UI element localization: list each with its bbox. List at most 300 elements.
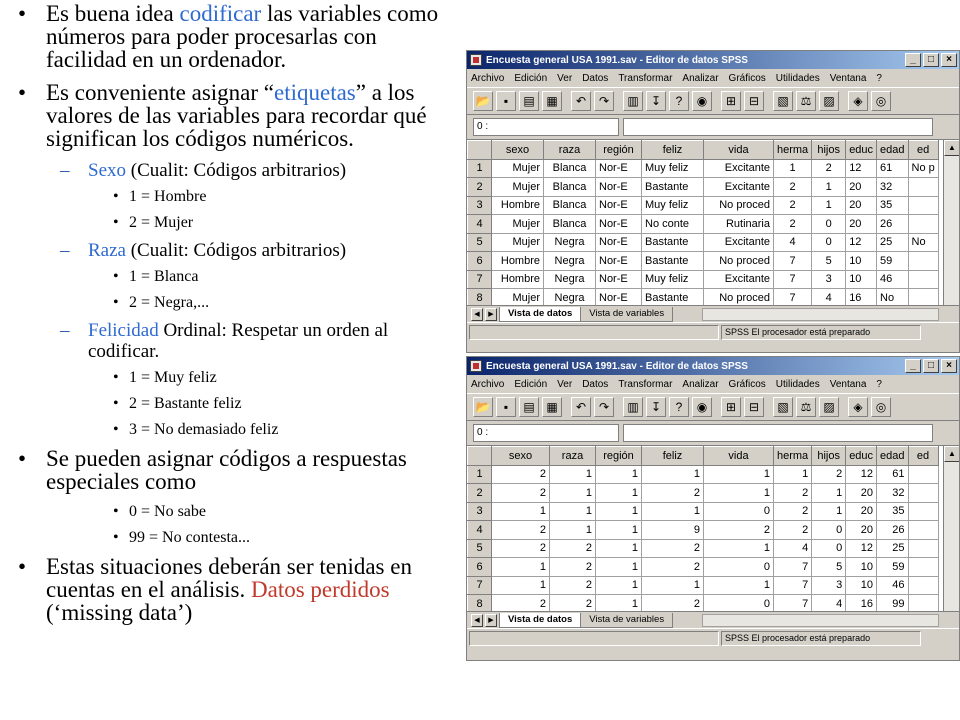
- data-cell[interactable]: Nor-E: [596, 178, 642, 197]
- insert-variable-icon[interactable]: ⊟: [744, 91, 764, 111]
- data-cell[interactable]: 1: [596, 484, 642, 503]
- data-cell[interactable]: Nor-E: [596, 270, 642, 289]
- column-header[interactable]: edad: [877, 141, 908, 160]
- vertical-scrollbar[interactable]: [943, 140, 959, 305]
- data-cell[interactable]: 10: [846, 252, 877, 271]
- data-cell[interactable]: 20: [846, 196, 877, 215]
- menu-analizar[interactable]: Analizar: [682, 378, 719, 390]
- menu-edicion[interactable]: Edición: [514, 378, 548, 390]
- data-cell[interactable]: Bastante: [642, 289, 704, 306]
- data-cell[interactable]: Mujer: [492, 215, 544, 234]
- data-cell[interactable]: 0: [812, 233, 846, 252]
- data-cell[interactable]: 2: [550, 558, 596, 577]
- data-cell[interactable]: 32: [877, 178, 908, 197]
- data-cell[interactable]: [908, 595, 938, 612]
- data-cell[interactable]: 1: [596, 558, 642, 577]
- data-cell[interactable]: Nor-E: [596, 252, 642, 271]
- data-cell[interactable]: 1: [550, 465, 596, 484]
- table-row: [468, 196, 939, 215]
- menu-datos[interactable]: Datos: [582, 72, 609, 84]
- use-sets-icon[interactable]: ◎: [871, 397, 891, 417]
- data-cell[interactable]: Rutinaria: [704, 215, 774, 234]
- term-datos-perdidos: Datos perdidos: [251, 577, 390, 602]
- print-icon[interactable]: ▤: [519, 397, 539, 417]
- menu-utilidades[interactable]: Utilidades: [775, 378, 820, 390]
- print-icon[interactable]: ▤: [519, 91, 539, 111]
- menu-ver[interactable]: Ver: [557, 72, 573, 84]
- data-cell[interactable]: 1: [704, 465, 774, 484]
- scroll-up-icon[interactable]: ▲: [944, 446, 959, 462]
- tab-variable-view[interactable]: Vista de variables: [580, 613, 673, 628]
- data-cell[interactable]: Nor-E: [596, 233, 642, 252]
- data-cell[interactable]: 2: [642, 558, 704, 577]
- data-cell[interactable]: 7: [774, 252, 812, 271]
- data-cell[interactable]: No: [908, 233, 938, 252]
- data-cell[interactable]: 2: [492, 539, 550, 558]
- column-header[interactable]: edad: [877, 447, 908, 466]
- data-cell[interactable]: 12: [846, 159, 877, 178]
- data-cell[interactable]: 1: [812, 196, 846, 215]
- data-cell[interactable]: Hombre: [492, 252, 544, 271]
- row-number[interactable]: 3: [468, 196, 492, 215]
- data-cell[interactable]: [908, 484, 938, 503]
- column-header[interactable]: feliz: [642, 447, 704, 466]
- data-cell[interactable]: 1: [550, 484, 596, 503]
- data-cell[interactable]: 2: [812, 159, 846, 178]
- bullet-dot: •: [18, 446, 27, 471]
- column-header[interactable]: sexo: [492, 141, 544, 160]
- redo-icon[interactable]: ↷: [594, 91, 614, 111]
- data-cell[interactable]: Negra: [544, 270, 596, 289]
- sub-felicidad: – Felicidad Ordinal: Respetar un orden al codificar.: [60, 320, 389, 362]
- data-cell[interactable]: 61: [877, 465, 908, 484]
- data-cell[interactable]: 1: [812, 484, 846, 503]
- data-cell[interactable]: 59: [877, 558, 908, 577]
- cell-editor-bar: [467, 421, 959, 445]
- use-sets-icon[interactable]: ◎: [871, 91, 891, 111]
- undo-icon[interactable]: ↶: [571, 91, 591, 111]
- data-cell[interactable]: 1: [596, 502, 642, 521]
- data-cell[interactable]: [908, 521, 938, 540]
- row-number[interactable]: 7: [468, 576, 492, 595]
- row-number[interactable]: 8: [468, 289, 492, 306]
- menu-ventana[interactable]: Ventana: [829, 378, 867, 390]
- data-cell[interactable]: No proced: [704, 289, 774, 306]
- column-header[interactable]: ed: [908, 141, 938, 160]
- data-cell[interactable]: 2: [550, 595, 596, 612]
- data-cell[interactable]: 1: [812, 502, 846, 521]
- data-cell[interactable]: 0: [704, 502, 774, 521]
- redo-icon[interactable]: ↷: [594, 397, 614, 417]
- data-cell[interactable]: 4: [774, 539, 812, 558]
- data-cell[interactable]: [908, 502, 938, 521]
- vertical-scrollbar[interactable]: [943, 446, 959, 611]
- data-cell[interactable]: 7: [774, 270, 812, 289]
- data-cell[interactable]: 1: [812, 178, 846, 197]
- menu-datos[interactable]: Datos: [582, 378, 609, 390]
- tab-data-view[interactable]: Vista de datos: [499, 307, 581, 322]
- code-item: • 3 = No demasiado feliz: [113, 421, 279, 438]
- dialog-recall-icon[interactable]: ▦: [542, 397, 562, 417]
- data-cell[interactable]: 20: [846, 215, 877, 234]
- dialog-recall-icon[interactable]: ▦: [542, 91, 562, 111]
- data-cell[interactable]: 99: [877, 595, 908, 612]
- data-cell[interactable]: 4: [774, 233, 812, 252]
- data-cell[interactable]: [908, 576, 938, 595]
- data-cell[interactable]: 2: [492, 521, 550, 540]
- bullet-dot: •: [18, 554, 27, 579]
- data-cell[interactable]: 20: [846, 521, 877, 540]
- data-cell[interactable]: 1: [704, 484, 774, 503]
- menu-archivo[interactable]: Archivo: [471, 72, 505, 84]
- data-cell[interactable]: 46: [877, 576, 908, 595]
- data-cell[interactable]: No conte: [642, 215, 704, 234]
- data-cell[interactable]: 2: [774, 521, 812, 540]
- data-cell[interactable]: Hombre: [492, 196, 544, 215]
- data-cell[interactable]: 12: [846, 465, 877, 484]
- row-number[interactable]: 4: [468, 215, 492, 234]
- tab-prev-icon[interactable]: ◀: [471, 614, 483, 627]
- row-number[interactable]: 2: [468, 178, 492, 197]
- row-number[interactable]: 5: [468, 233, 492, 252]
- find-icon[interactable]: ◉: [692, 91, 712, 111]
- tab-data-view[interactable]: Vista de datos: [499, 613, 581, 628]
- value-labels-icon[interactable]: ◈: [848, 91, 868, 111]
- data-cell[interactable]: 2: [812, 465, 846, 484]
- data-cell[interactable]: 2: [774, 502, 812, 521]
- data-cell[interactable]: 35: [877, 196, 908, 215]
- data-cell[interactable]: 0: [704, 558, 774, 577]
- tab-prev-icon[interactable]: ◀: [471, 308, 483, 321]
- window-title: Encuesta general USA 1991.sav - Editor de datos SPSS: [486, 54, 748, 66]
- data-cell[interactable]: 1: [704, 539, 774, 558]
- data-cell[interactable]: No p: [908, 159, 938, 178]
- table-row: [468, 539, 939, 558]
- data-cell[interactable]: 32: [877, 484, 908, 503]
- data-cell[interactable]: 2: [642, 539, 704, 558]
- data-cell[interactable]: [908, 252, 938, 271]
- variables-icon[interactable]: ?: [669, 397, 689, 417]
- menu-edicion[interactable]: Edición: [514, 72, 548, 84]
- data-cell[interactable]: 1: [642, 576, 704, 595]
- column-header[interactable]: raza: [544, 141, 596, 160]
- data-cell[interactable]: 9: [642, 521, 704, 540]
- goto-chart-icon[interactable]: ▥: [623, 397, 643, 417]
- data-cell[interactable]: 5: [812, 252, 846, 271]
- data-cell[interactable]: 1: [642, 465, 704, 484]
- horizontal-scrollbar[interactable]: [702, 614, 939, 627]
- maximize-button[interactable]: □: [923, 359, 939, 373]
- minimize-button[interactable]: _: [905, 359, 921, 373]
- value-labels-icon[interactable]: ◈: [848, 397, 868, 417]
- data-cell[interactable]: 1: [704, 576, 774, 595]
- data-cell[interactable]: Muy feliz: [642, 270, 704, 289]
- data-cell[interactable]: Blanca: [544, 178, 596, 197]
- data-cell[interactable]: No proced: [704, 196, 774, 215]
- menu-graficos[interactable]: Gráficos: [728, 378, 766, 390]
- menu-analizar[interactable]: Analizar: [682, 72, 719, 84]
- menu-ventana[interactable]: Ventana: [829, 72, 867, 84]
- data-cell[interactable]: [908, 465, 938, 484]
- row-number[interactable]: 5: [468, 539, 492, 558]
- data-cell[interactable]: 2: [550, 539, 596, 558]
- data-cell[interactable]: 7: [774, 558, 812, 577]
- column-header[interactable]: ed: [908, 447, 938, 466]
- header-row: [468, 447, 939, 466]
- close-button[interactable]: ×: [941, 359, 957, 373]
- data-grid: [467, 445, 959, 611]
- data-cell[interactable]: 0: [704, 595, 774, 612]
- data-cell[interactable]: 10: [846, 558, 877, 577]
- data-cell[interactable]: 1: [642, 502, 704, 521]
- data-cell[interactable]: Mujer: [492, 178, 544, 197]
- column-header[interactable]: raza: [550, 447, 596, 466]
- data-cell[interactable]: Blanca: [544, 159, 596, 178]
- data-cell[interactable]: 26: [877, 521, 908, 540]
- undo-icon[interactable]: ↶: [571, 397, 591, 417]
- data-cell[interactable]: 5: [812, 558, 846, 577]
- data-cell[interactable]: 7: [774, 576, 812, 595]
- data-cell[interactable]: 16: [846, 289, 877, 306]
- status-bar: [467, 628, 959, 647]
- data-cell[interactable]: 46: [877, 270, 908, 289]
- data-cell[interactable]: 61: [877, 159, 908, 178]
- data-cell[interactable]: Muy feliz: [642, 159, 704, 178]
- corner-cell[interactable]: [468, 141, 492, 160]
- row-number[interactable]: 7: [468, 270, 492, 289]
- data-cell[interactable]: 1: [492, 502, 550, 521]
- data-cell[interactable]: Excitante: [704, 233, 774, 252]
- status-pane: [469, 631, 719, 646]
- data-cell[interactable]: Mujer: [492, 233, 544, 252]
- data-cell[interactable]: Bastante: [642, 178, 704, 197]
- data-cell[interactable]: 1: [596, 576, 642, 595]
- data-cell[interactable]: 1: [550, 521, 596, 540]
- data-cell[interactable]: 10: [846, 270, 877, 289]
- column-header[interactable]: educ: [846, 141, 877, 160]
- data-cell[interactable]: 20: [846, 484, 877, 503]
- data-cell[interactable]: [908, 539, 938, 558]
- sub-raza: – Raza (Cualit: Códigos arbitrarios): [60, 240, 347, 261]
- data-cell[interactable]: Bastante: [642, 252, 704, 271]
- horizontal-scrollbar[interactable]: [702, 308, 939, 321]
- data-cell[interactable]: Negra: [544, 289, 596, 306]
- data-cell[interactable]: 2: [774, 178, 812, 197]
- bullet-dot: •: [18, 80, 27, 105]
- data-cell[interactable]: 25: [877, 233, 908, 252]
- corner-cell[interactable]: [468, 447, 492, 466]
- insert-case-icon[interactable]: ⊞: [721, 397, 741, 417]
- weight-cases-icon[interactable]: ⚖: [796, 397, 816, 417]
- insert-variable-icon[interactable]: ⊟: [744, 397, 764, 417]
- data-cell[interactable]: [908, 289, 938, 306]
- weight-cases-icon[interactable]: ⚖: [796, 91, 816, 111]
- scroll-up-icon[interactable]: ▲: [944, 140, 959, 156]
- column-header[interactable]: región: [596, 447, 642, 466]
- split-file-icon[interactable]: ▧: [773, 397, 793, 417]
- bullet-codificar: • Es buena idea codificar las variables como números para poder procesarlas con facilidad en un ordenador.: [18, 1, 439, 72]
- menu-graficos[interactable]: Gráficos: [728, 72, 766, 84]
- split-file-icon[interactable]: ▧: [773, 91, 793, 111]
- data-cell[interactable]: 4: [812, 289, 846, 306]
- data-cell[interactable]: 2: [642, 595, 704, 612]
- data-cell[interactable]: [908, 270, 938, 289]
- data-cell[interactable]: 2: [642, 484, 704, 503]
- code-item: • 0 = No sabe: [113, 503, 207, 520]
- data-cell[interactable]: Mujer: [492, 159, 544, 178]
- find-icon[interactable]: ◉: [692, 397, 712, 417]
- cell-value-input[interactable]: [623, 424, 933, 442]
- tab-next-icon[interactable]: ▶: [485, 614, 497, 627]
- cell-value-input[interactable]: [623, 118, 933, 136]
- data-cell[interactable]: 26: [877, 215, 908, 234]
- column-header[interactable]: herma: [774, 141, 812, 160]
- data-cell[interactable]: Nor-E: [596, 289, 642, 306]
- data-cell[interactable]: No proced: [704, 252, 774, 271]
- data-cell[interactable]: 1: [596, 465, 642, 484]
- data-cell[interactable]: Muy feliz: [642, 196, 704, 215]
- bullet-especiales: • Se pueden asignar códigos a respuestas especiales como: [18, 446, 407, 494]
- row-number[interactable]: 6: [468, 252, 492, 271]
- data-cell[interactable]: 10: [846, 576, 877, 595]
- data-cell[interactable]: Mujer: [492, 289, 544, 306]
- data-cell[interactable]: [908, 178, 938, 197]
- menu-archivo[interactable]: Archivo: [471, 378, 505, 390]
- goto-case-icon[interactable]: ↧: [646, 91, 666, 111]
- data-cell[interactable]: 2: [550, 576, 596, 595]
- data-cell[interactable]: 20: [846, 178, 877, 197]
- menu-utilidades[interactable]: Utilidades: [775, 72, 820, 84]
- open-icon[interactable]: 📂: [473, 397, 493, 417]
- data-cell[interactable]: [908, 215, 938, 234]
- data-cell[interactable]: Excitante: [704, 178, 774, 197]
- row-number[interactable]: 8: [468, 595, 492, 612]
- data-cell[interactable]: 0: [812, 215, 846, 234]
- data-cell[interactable]: Blanca: [544, 196, 596, 215]
- data-cell[interactable]: No: [877, 289, 908, 306]
- tab-next-icon[interactable]: ▶: [485, 308, 497, 321]
- row-number[interactable]: 1: [468, 159, 492, 178]
- menu-ayuda[interactable]: ?: [876, 378, 882, 390]
- select-cases-icon[interactable]: ▨: [819, 397, 839, 417]
- data-cell[interactable]: 1: [596, 521, 642, 540]
- toolbar: [467, 393, 959, 421]
- data-cell[interactable]: Negra: [544, 252, 596, 271]
- data-cell[interactable]: 16: [846, 595, 877, 612]
- tab-variable-view[interactable]: Vista de variables: [580, 307, 673, 322]
- column-header[interactable]: hijos: [812, 447, 846, 466]
- data-cell[interactable]: 3: [812, 576, 846, 595]
- data-cell[interactable]: 7: [774, 289, 812, 306]
- select-cases-icon[interactable]: ▨: [819, 91, 839, 111]
- data-cell[interactable]: 59: [877, 252, 908, 271]
- row-number[interactable]: 4: [468, 521, 492, 540]
- table-row: [468, 465, 939, 484]
- data-cell[interactable]: 7: [774, 595, 812, 612]
- menu-ayuda[interactable]: ?: [876, 72, 882, 84]
- goto-chart-icon[interactable]: ▥: [623, 91, 643, 111]
- column-header[interactable]: vida: [704, 141, 774, 160]
- spss-window-codes: [466, 356, 960, 661]
- menu-transformar[interactable]: Transformar: [618, 378, 673, 390]
- data-cell[interactable]: 1: [492, 558, 550, 577]
- data-cell[interactable]: Excitante: [704, 159, 774, 178]
- data-cell[interactable]: 3: [812, 270, 846, 289]
- data-cell[interactable]: [908, 196, 938, 215]
- data-cell[interactable]: 20: [846, 502, 877, 521]
- data-cell[interactable]: 35: [877, 502, 908, 521]
- data-cell[interactable]: [908, 558, 938, 577]
- status-bar: [467, 322, 959, 341]
- status-pane: [469, 325, 719, 340]
- row-number[interactable]: 2: [468, 484, 492, 503]
- row-number[interactable]: 3: [468, 502, 492, 521]
- variables-icon[interactable]: ?: [669, 91, 689, 111]
- title-bar: [467, 357, 959, 375]
- data-cell[interactable]: 1: [774, 159, 812, 178]
- data-cell[interactable]: Hombre: [492, 270, 544, 289]
- data-cell[interactable]: 1: [596, 595, 642, 612]
- data-cell[interactable]: 2: [774, 215, 812, 234]
- row-number[interactable]: 6: [468, 558, 492, 577]
- column-header[interactable]: vida: [704, 447, 774, 466]
- column-header[interactable]: feliz: [642, 141, 704, 160]
- maximize-button[interactable]: □: [923, 53, 939, 67]
- data-cell[interactable]: 1: [492, 576, 550, 595]
- data-cell[interactable]: 25: [877, 539, 908, 558]
- bullet-etiquetas: • Es conveniente asignar “etiquetas” a los valores de las variables para recordar qué significan los códigos numéricos.: [18, 80, 427, 151]
- data-cell[interactable]: Nor-E: [596, 159, 642, 178]
- data-cell[interactable]: Nor-E: [596, 196, 642, 215]
- data-cell[interactable]: 2: [774, 196, 812, 215]
- data-cell[interactable]: 1: [550, 502, 596, 521]
- data-cell[interactable]: 0: [812, 539, 846, 558]
- data-cell[interactable]: 0: [812, 521, 846, 540]
- minimize-button[interactable]: _: [905, 53, 921, 67]
- table-row: [468, 521, 939, 540]
- column-header[interactable]: educ: [846, 447, 877, 466]
- data-cell[interactable]: 1: [774, 465, 812, 484]
- data-cell[interactable]: 4: [812, 595, 846, 612]
- data-cell[interactable]: Blanca: [544, 215, 596, 234]
- data-cell[interactable]: 2: [774, 484, 812, 503]
- column-header[interactable]: hijos: [812, 141, 846, 160]
- data-cell[interactable]: Bastante: [642, 233, 704, 252]
- menu-ver[interactable]: Ver: [557, 378, 573, 390]
- data-cell[interactable]: 2: [492, 484, 550, 503]
- column-header[interactable]: región: [596, 141, 642, 160]
- data-cell[interactable]: 1: [596, 539, 642, 558]
- open-icon[interactable]: 📂: [473, 91, 493, 111]
- data-cell[interactable]: Excitante: [704, 270, 774, 289]
- column-header[interactable]: herma: [774, 447, 812, 466]
- save-icon[interactable]: ▪: [496, 397, 516, 417]
- data-cell[interactable]: Nor-E: [596, 215, 642, 234]
- data-cell[interactable]: 12: [846, 233, 877, 252]
- data-cell[interactable]: Negra: [544, 233, 596, 252]
- goto-case-icon[interactable]: ↧: [646, 397, 666, 417]
- data-cell[interactable]: 2: [492, 465, 550, 484]
- data-cell[interactable]: 12: [846, 539, 877, 558]
- save-icon[interactable]: ▪: [496, 91, 516, 111]
- data-cell[interactable]: 2: [492, 595, 550, 612]
- insert-case-icon[interactable]: ⊞: [721, 91, 741, 111]
- menu-transformar[interactable]: Transformar: [618, 72, 673, 84]
- close-button[interactable]: ×: [941, 53, 957, 67]
- column-header[interactable]: sexo: [492, 447, 550, 466]
- row-number[interactable]: 1: [468, 465, 492, 484]
- data-cell[interactable]: 2: [704, 521, 774, 540]
